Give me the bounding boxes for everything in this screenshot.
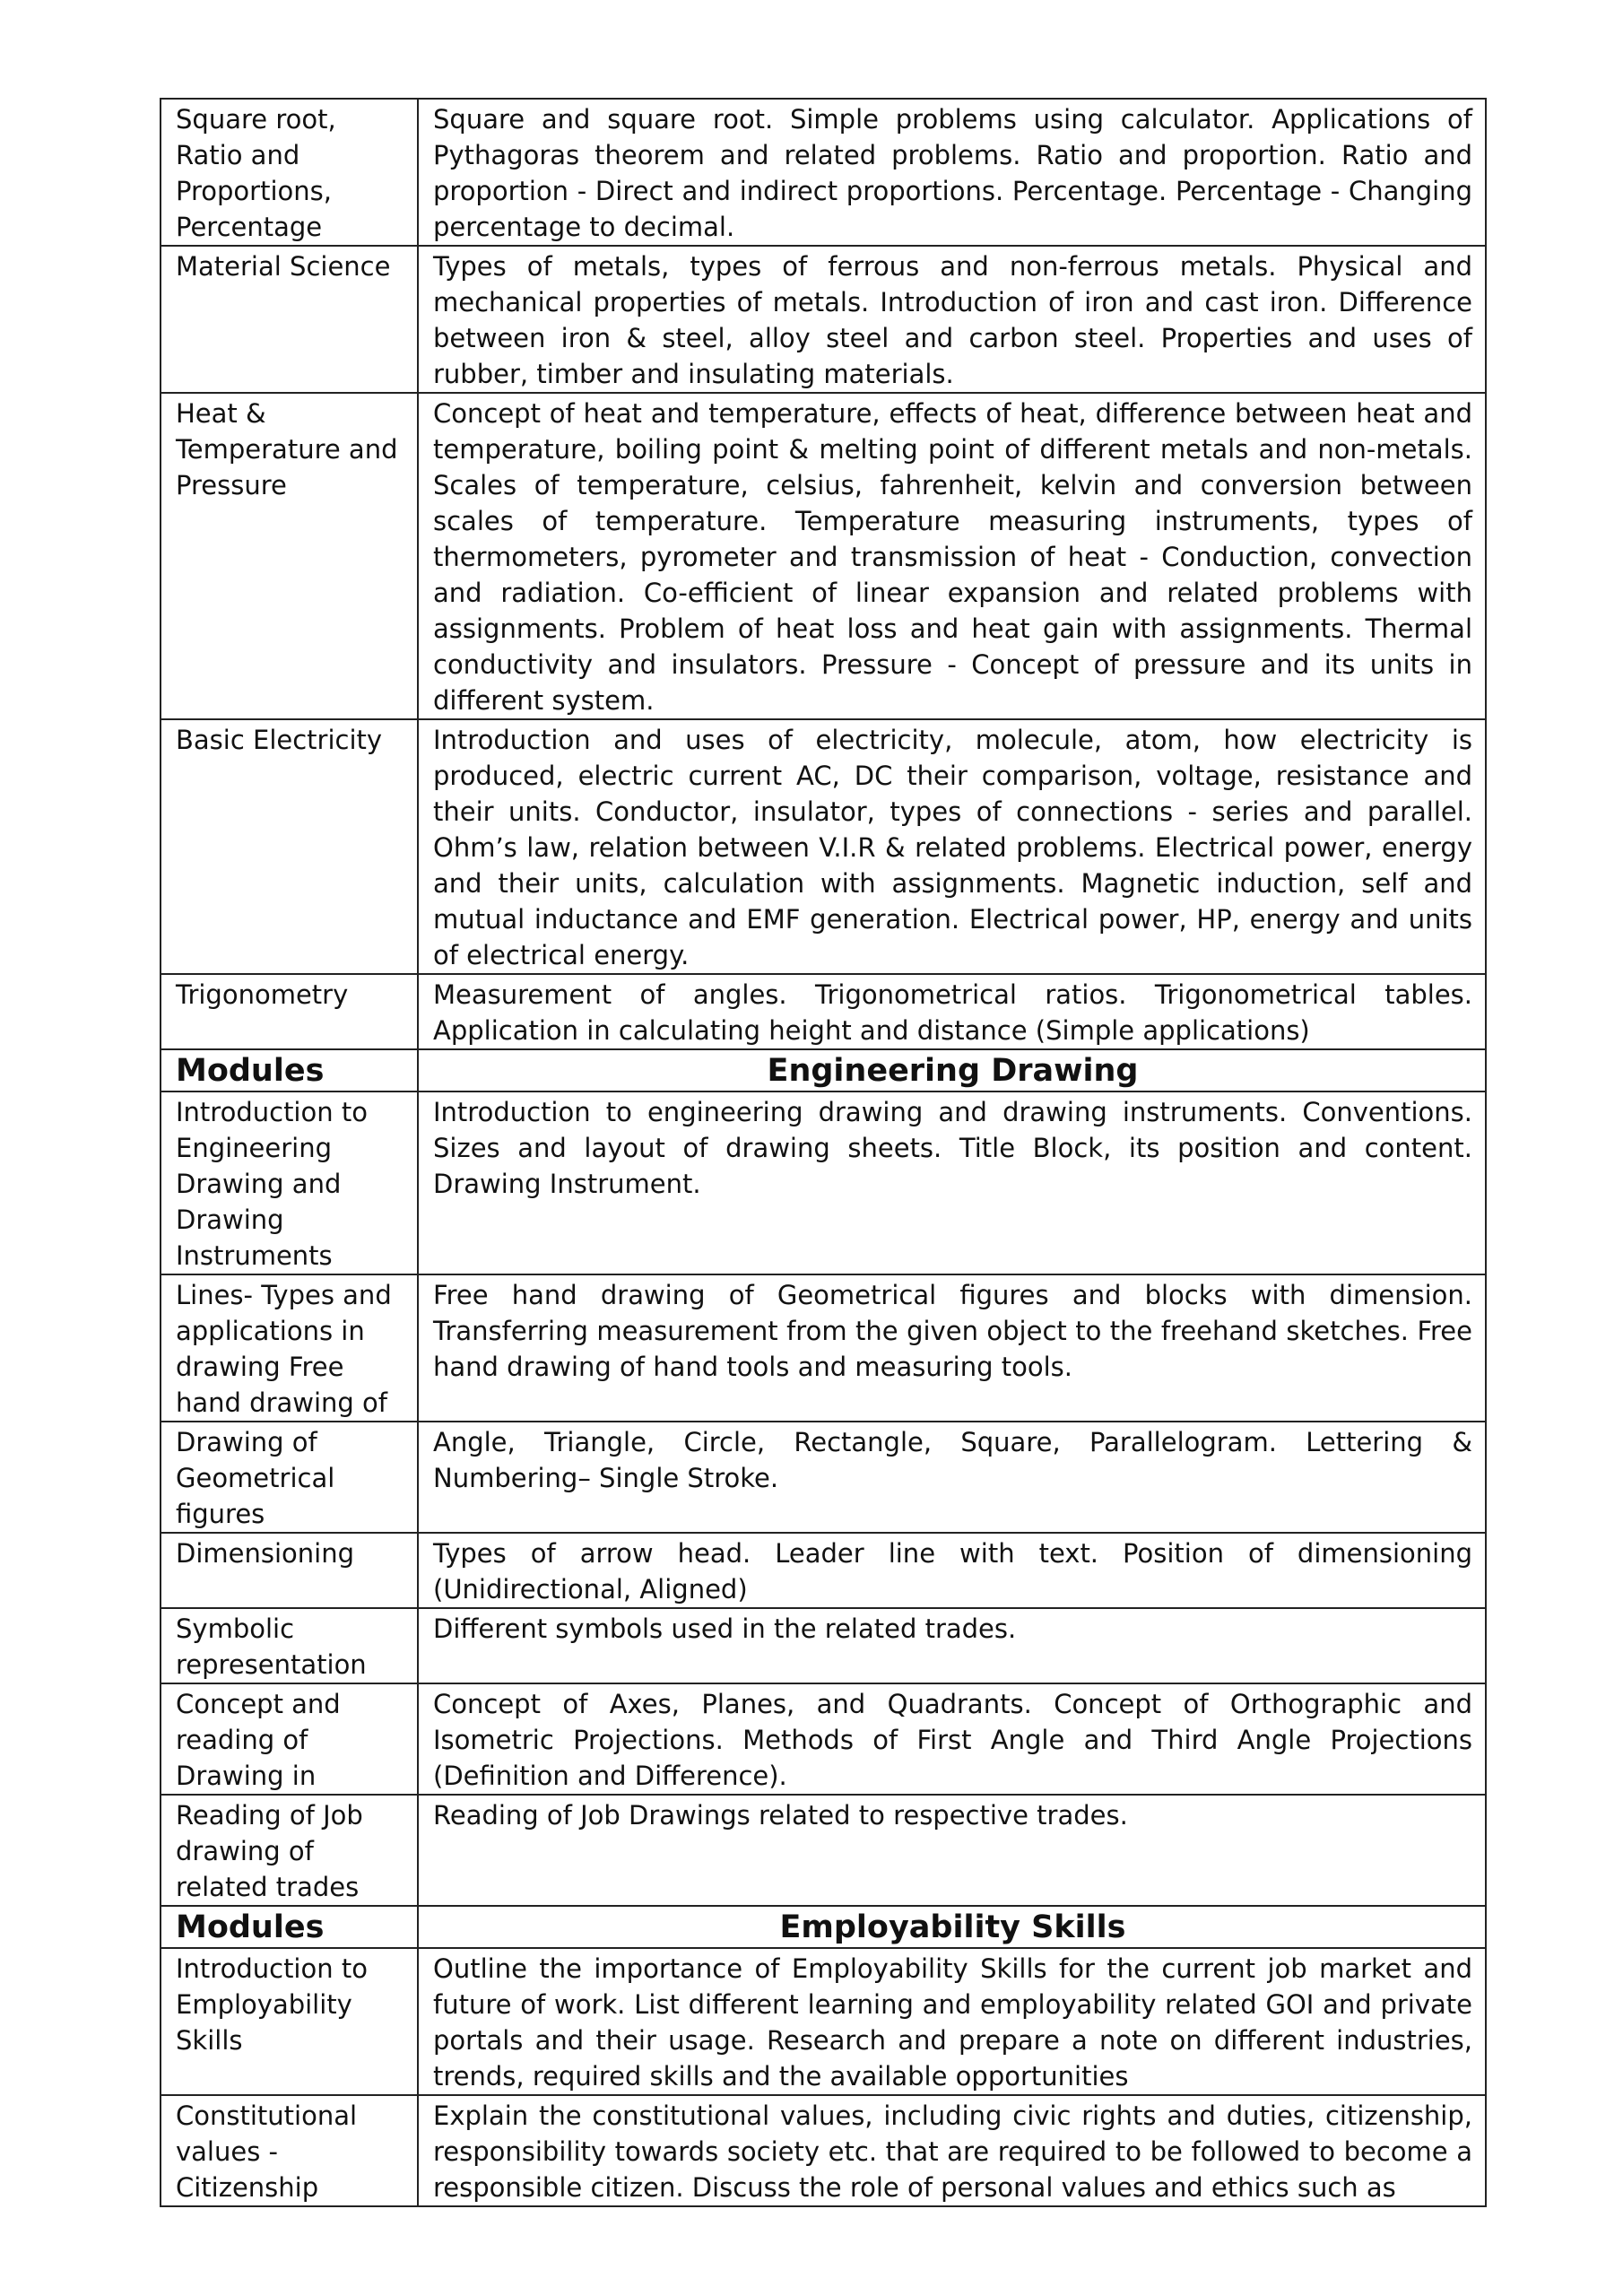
topic-cell: Drawing of Geometrical figures xyxy=(161,1422,418,1533)
topic-cell: Dimensioning xyxy=(161,1533,418,1608)
table-row xyxy=(161,2095,1486,2206)
topic-cell: Trigonometry xyxy=(161,974,418,1049)
table-row xyxy=(161,393,1486,719)
description-cell: Reading of Job Drawings related to respective trades. xyxy=(418,1795,1486,1906)
table-row xyxy=(161,1795,1486,1906)
topic-cell: Concept and reading of Drawing in xyxy=(161,1683,418,1795)
table-row xyxy=(161,1683,1486,1795)
syllabus-table xyxy=(160,98,1487,2207)
topic-cell: Square root, Ratio and Proportions, Percentage xyxy=(161,99,418,246)
topic-cell: Material Science xyxy=(161,246,418,393)
table-row xyxy=(161,974,1486,1049)
section-header-row xyxy=(161,1906,1486,1948)
section-title: Employability Skills xyxy=(418,1906,1486,1948)
topic-cell: Basic Electricity xyxy=(161,719,418,974)
description-cell: Types of arrow head. Leader line with text. Position of dimensioning (Unidirectional, Aligned) xyxy=(418,1533,1486,1608)
description-cell: Types of metals, types of ferrous and non-ferrous metals. Physical and mechanical properties of metals. Introduction of iron and cast iron. Difference between iron & steel, alloy steel and carbon steel. Properties and uses of rubber, timber and insulating materials. xyxy=(418,246,1486,393)
table-row xyxy=(161,1533,1486,1608)
table-row xyxy=(161,246,1486,393)
topic-cell: Constitutional values - Citizenship xyxy=(161,2095,418,2206)
description-cell: Concept of Axes, Planes, and Quadrants. Concept of Orthographic and Isometric Projections. Methods of First Angle and Third Angle Projections (Definition and Difference). xyxy=(418,1683,1486,1795)
description-cell: Outline the importance of Employability Skills for the current job market and future of work. List different learning and employability related GOI and private portals and their usage. Research and prepare a note on different industries, trends, required skills and the available opportunities xyxy=(418,1948,1486,2095)
topic-cell: Heat & Temperature and Pressure xyxy=(161,393,418,719)
description-cell: Free hand drawing of Geometrical figures and blocks with dimension. Transferring measurement from the given object to the freehand sketches. Free hand drawing of hand tools and measuring tools. xyxy=(418,1274,1486,1422)
table-row xyxy=(161,99,1486,246)
table-row xyxy=(161,1274,1486,1422)
description-cell: Concept of heat and temperature, effects of heat, difference between heat and temperature, boiling point & melting point of different metals and non-metals. Scales of temperature, celsius, fahrenheit, kelvin and conversion between scales of temperature. Temperature measuring instruments, types of thermometers, pyrometer and transmission of heat - Conduction, convection and radiation. Co-efficient of linear expansion and related problems with assignments. Problem of heat loss and heat gain with assignments. Thermal conductivity and insulators. Pressure - Concept of pressure and its units in different system. xyxy=(418,393,1486,719)
description-cell: Measurement of angles. Trigonometrical ratios. Trigonometrical tables. Application in calculating height and distance (Simple applications) xyxy=(418,974,1486,1049)
description-cell: Square and square root. Simple problems using calculator. Applications of Pythagoras theorem and related problems. Ratio and proportion. Ratio and proportion - Direct and indirect proportions. Percentage. Percentage - Changing percentage to decimal. xyxy=(418,99,1486,246)
topic-cell: Reading of Job drawing of related trades xyxy=(161,1795,418,1906)
modules-header: Modules xyxy=(161,1049,418,1091)
table-row xyxy=(161,719,1486,974)
modules-header: Modules xyxy=(161,1906,418,1948)
table-row xyxy=(161,1422,1486,1533)
description-cell: Introduction and uses of electricity, molecule, atom, how electricity is produced, electric current AC, DC their comparison, voltage, resistance and their units. Conductor, insulator, types of connections - series and parallel. Ohm’s law, relation between V.I.R & related problems. Electrical power, energy and their units, calculation with assignments. Magnetic induction, self and mutual inductance and EMF generation. Electrical power, HP, energy and units of electrical energy. xyxy=(418,719,1486,974)
topic-cell: Introduction to Employability Skills xyxy=(161,1948,418,2095)
topic-cell: Lines- Types and applications in drawing Free hand drawing of xyxy=(161,1274,418,1422)
section-header-row xyxy=(161,1049,1486,1091)
description-cell: Different symbols used in the related trades. xyxy=(418,1608,1486,1683)
topic-cell: Introduction to Engineering Drawing and Drawing Instruments xyxy=(161,1091,418,1274)
section-title: Engineering Drawing xyxy=(418,1049,1486,1091)
description-cell: Explain the constitutional values, including civic rights and duties, citizenship, responsibility towards society etc. that are required to be followed to become a responsible citizen. Discuss the role of personal values and ethics such as xyxy=(418,2095,1486,2206)
table-row xyxy=(161,1091,1486,1274)
table-row xyxy=(161,1608,1486,1683)
table-row xyxy=(161,1948,1486,2095)
description-cell: Angle, Triangle, Circle, Rectangle, Square, Parallelogram. Lettering & Numbering– Single Stroke. xyxy=(418,1422,1486,1533)
topic-cell: Symbolic representation xyxy=(161,1608,418,1683)
description-cell: Introduction to engineering drawing and drawing instruments. Conventions. Sizes and layout of drawing sheets. Title Block, its position and content. Drawing Instrument. xyxy=(418,1091,1486,1274)
